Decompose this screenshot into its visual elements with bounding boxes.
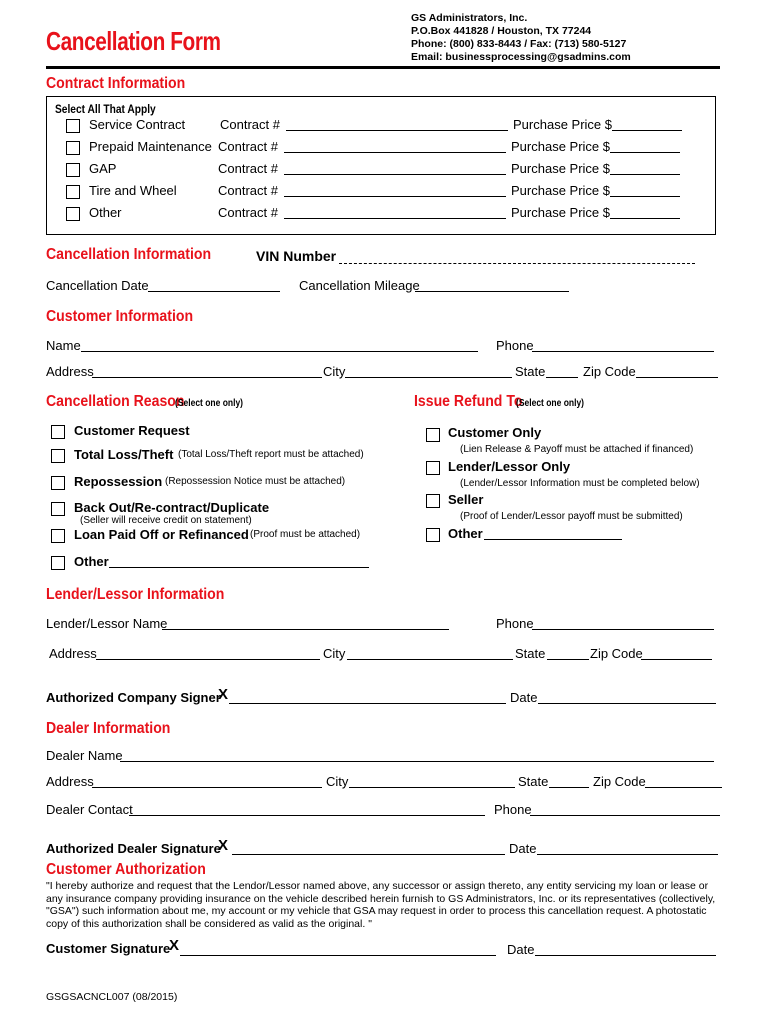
repossession-label: Repossession xyxy=(74,474,163,489)
header-divider xyxy=(46,66,720,69)
contract-number-label: Contract # xyxy=(218,139,278,154)
form-code: GSGSACNCL007 (08/2015) xyxy=(46,991,178,1003)
customer-only-checkbox[interactable] xyxy=(426,428,440,442)
refund-other-label: Other xyxy=(448,526,483,541)
dealer-signature-x: X xyxy=(218,837,229,854)
back-out-label: Back Out/Re-contract/Duplicate xyxy=(74,500,270,515)
contract-type-label: Tire and Wheel xyxy=(89,183,177,198)
total-loss-note: (Total Loss/Theft report must be attached) xyxy=(178,449,364,460)
company-signer-label: Authorized Company Signer xyxy=(46,690,221,705)
back-out-checkbox[interactable] xyxy=(51,502,65,516)
lender-only-label: Lender/Lessor Only xyxy=(448,459,571,474)
contract-number-label: Contract # xyxy=(218,183,278,198)
company-address: P.O.Box 441828 / Houston, TX 77244 xyxy=(411,25,592,37)
customer-signature-date-label: Date xyxy=(507,942,535,957)
contract-number-field[interactable] xyxy=(284,152,506,153)
company-signer-date-field[interactable] xyxy=(538,703,716,704)
purchase-price-label: Purchase Price $ xyxy=(513,117,612,132)
customer-phone-field[interactable] xyxy=(532,351,714,352)
refund-other-field[interactable] xyxy=(484,539,622,540)
dealer-phone-field[interactable] xyxy=(530,815,720,816)
dealer-signature-label: Authorized Dealer Signature xyxy=(46,841,221,856)
company-email: Email: businessprocessing@gsadmins.com xyxy=(411,51,631,63)
lender-only-note: (Lender/Lessor Information must be completed below) xyxy=(460,478,700,489)
contract-number-label: Contract # xyxy=(218,161,278,176)
dealer-signature-field[interactable] xyxy=(232,854,505,855)
lender-zip-label: Zip Code xyxy=(590,646,643,661)
lender-name-field[interactable] xyxy=(162,629,449,630)
dealer-name-label: Dealer Name xyxy=(46,748,123,763)
customer-request-checkbox[interactable] xyxy=(51,425,65,439)
purchase-price-field[interactable] xyxy=(612,130,682,131)
company-signer-x: X xyxy=(218,686,229,703)
refund-other-checkbox[interactable] xyxy=(426,528,440,542)
company-signer-field[interactable] xyxy=(229,703,506,704)
lender-zip-field[interactable] xyxy=(641,659,712,660)
reason-select-one: (Select one only) xyxy=(175,398,244,409)
lender-state-label: State xyxy=(515,646,546,661)
dealer-city-field[interactable] xyxy=(349,787,515,788)
customer-signature-date-field[interactable] xyxy=(535,955,716,956)
purchase-price-field[interactable] xyxy=(610,174,680,175)
lender-heading: Lender/Lessor Information xyxy=(46,586,225,603)
gap-checkbox[interactable] xyxy=(66,163,80,177)
contract-number-label: Contract # xyxy=(218,205,278,220)
lender-phone-field[interactable] xyxy=(532,629,714,630)
customer-signature-label: Customer Signature xyxy=(46,941,171,956)
lender-name-label: Lender/Lessor Name xyxy=(46,616,168,631)
dealer-name-field[interactable] xyxy=(120,761,714,762)
contract-type-label: Other xyxy=(89,205,122,220)
customer-phone-label: Phone xyxy=(496,338,534,353)
vin-label: VIN Number xyxy=(256,248,337,264)
refund-heading: Issue Refund To xyxy=(414,393,523,410)
customer-state-label: State xyxy=(515,364,546,379)
authorization-text: "I hereby authorize and request that the Lendor/Lessor named above, any successor or assign thereto, any entity servicing my loan or lease or any insurance company providing insurance on the vehicle described herein furnish to GS Administrators, Inc. or its representatives (collectively, "GSA") such information about me, my account or my vehicle that GSA may request in order to process this cancellation request. A photostatic copy of this authorization shall be considered as valid as the original. " xyxy=(46,880,716,930)
cancellation-heading: Cancellation Information xyxy=(46,246,212,263)
lender-address-label: Address xyxy=(49,646,97,661)
lender-only-checkbox[interactable] xyxy=(426,461,440,475)
customer-name-label: Name xyxy=(46,338,81,353)
seller-label: Seller xyxy=(448,492,484,507)
loan-paid-label: Loan Paid Off or Refinanced xyxy=(74,527,249,542)
reason-other-checkbox[interactable] xyxy=(51,556,65,570)
contract-type-label: Service Contract xyxy=(89,117,186,132)
contract-number-field[interactable] xyxy=(284,196,506,197)
repossession-checkbox[interactable] xyxy=(51,476,65,490)
total-loss-checkbox[interactable] xyxy=(51,449,65,463)
dealer-state-field[interactable] xyxy=(549,787,589,788)
dealer-state-label: State xyxy=(518,774,549,789)
tire-wheel-checkbox[interactable] xyxy=(66,185,80,199)
dealer-contact-field[interactable] xyxy=(129,815,485,816)
contract-number-field[interactable] xyxy=(284,174,506,175)
purchase-price-label: Purchase Price $ xyxy=(511,139,610,154)
customer-signature-x: X xyxy=(169,937,180,954)
reason-other-label: Other xyxy=(74,554,109,569)
lender-city-label: City xyxy=(323,646,346,661)
contract-type-label: Prepaid Maintenance xyxy=(89,139,212,154)
contract-number-field[interactable] xyxy=(284,218,506,219)
dealer-contact-label: Dealer Contact xyxy=(46,802,133,817)
dealer-zip-label: Zip Code xyxy=(593,774,646,789)
loan-paid-checkbox[interactable] xyxy=(51,529,65,543)
dealer-signature-date-field[interactable] xyxy=(537,854,718,855)
page-title: Cancellation Form xyxy=(46,26,221,56)
customer-only-label: Customer Only xyxy=(448,425,542,440)
reason-other-field[interactable] xyxy=(109,567,369,568)
company-signer-date-label: Date xyxy=(510,690,538,705)
dealer-address-field[interactable] xyxy=(92,787,322,788)
contract-heading: Contract Information xyxy=(46,75,186,92)
dealer-heading: Dealer Information xyxy=(46,720,171,737)
cancellation-date-field[interactable] xyxy=(148,291,280,292)
customer-city-label: City xyxy=(323,364,346,379)
purchase-price-label: Purchase Price $ xyxy=(511,205,610,220)
service-contract-checkbox[interactable] xyxy=(66,119,80,133)
customer-signature-field[interactable] xyxy=(180,955,496,956)
customer-address-label: Address xyxy=(46,364,94,379)
purchase-price-field[interactable] xyxy=(610,196,680,197)
lender-address-field[interactable] xyxy=(96,659,320,660)
repossession-note: (Repossession Notice must be attached) xyxy=(165,476,346,487)
company-name: GS Administrators, Inc. xyxy=(411,12,528,24)
authorization-heading: Customer Authorization xyxy=(46,861,206,878)
customer-zip-field[interactable] xyxy=(636,377,718,378)
other-contract-checkbox[interactable] xyxy=(66,207,80,221)
cancellation-mileage-label: Cancellation Mileage xyxy=(299,278,420,293)
dealer-city-label: City xyxy=(326,774,349,789)
contract-number-label: Contract # xyxy=(220,117,280,132)
cancellation-mileage-field[interactable] xyxy=(415,291,569,292)
customer-state-field[interactable] xyxy=(546,377,578,378)
seller-note: (Proof of Lender/Lessor payoff must be submitted) xyxy=(460,511,683,522)
back-out-note: (Seller will receive credit on statement) xyxy=(80,515,252,526)
customer-city-field[interactable] xyxy=(345,377,512,378)
dealer-signature-date-label: Date xyxy=(509,841,537,856)
customer-zip-label: Zip Code xyxy=(583,364,636,379)
lender-phone-label: Phone xyxy=(496,616,534,631)
dealer-address-label: Address xyxy=(46,774,94,789)
purchase-price-label: Purchase Price $ xyxy=(511,183,610,198)
loan-paid-note: (Proof must be attached) xyxy=(250,529,361,540)
contract-type-label: GAP xyxy=(89,161,117,176)
lender-city-field[interactable] xyxy=(347,659,513,660)
select-all-label: Select All That Apply xyxy=(55,102,156,116)
customer-request-label: Customer Request xyxy=(74,423,190,438)
seller-checkbox[interactable] xyxy=(426,494,440,508)
vin-field[interactable] xyxy=(339,262,695,264)
cancellation-reason-heading: Cancellation Reason xyxy=(46,393,185,410)
cancellation-date-label: Cancellation Date xyxy=(46,278,149,293)
purchase-price-label: Purchase Price $ xyxy=(511,161,610,176)
dealer-phone-label: Phone xyxy=(494,802,532,817)
customer-name-field[interactable] xyxy=(81,351,478,352)
dealer-zip-field[interactable] xyxy=(645,787,722,788)
total-loss-label: Total Loss/Theft xyxy=(74,447,174,462)
company-phone-fax: Phone: (800) 833-8443 / Fax: (713) 580-5127 xyxy=(411,38,627,50)
customer-only-note: (Lien Release & Payoff must be attached if financed) xyxy=(460,444,694,455)
purchase-price-field[interactable] xyxy=(610,152,680,153)
refund-select-one: (Select one only) xyxy=(516,398,585,409)
customer-address-field[interactable] xyxy=(92,377,322,378)
customer-heading: Customer Information xyxy=(46,308,194,325)
contract-number-field[interactable] xyxy=(286,130,508,131)
prepaid-maintenance-checkbox[interactable] xyxy=(66,141,80,155)
lender-state-field[interactable] xyxy=(547,659,589,660)
purchase-price-field[interactable] xyxy=(610,218,680,219)
